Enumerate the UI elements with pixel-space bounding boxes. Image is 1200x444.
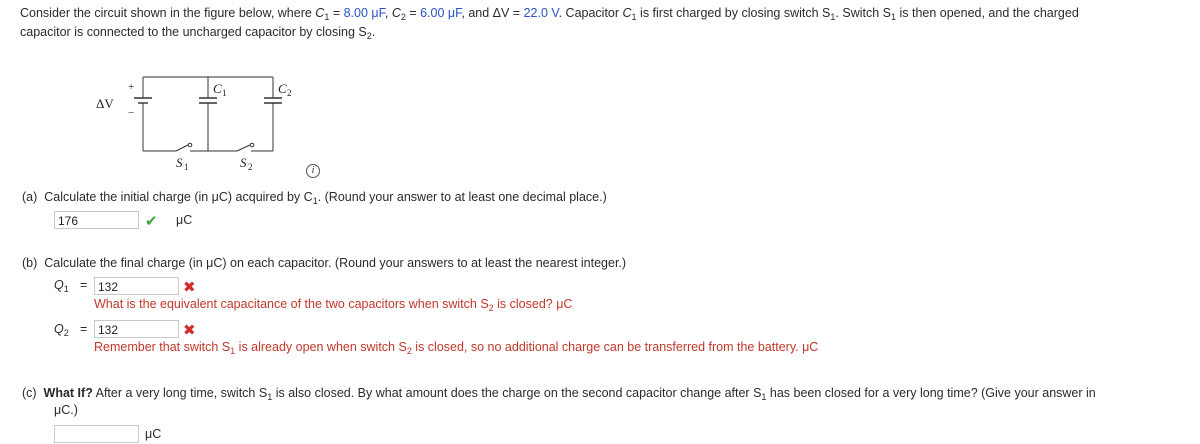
circuit-diagram	[80, 60, 330, 180]
c1-value: 8.00 μF	[343, 6, 385, 20]
part-c-question: (c) What If? After a very long time, switch $S_1$ is also closed. By what amount does the charge on the second capacitor change after $S_1$ has been closed for a very long time? (Give your answer in	[22, 386, 1096, 402]
c2-label-sub: 2	[287, 88, 292, 98]
q1-equals: =	[80, 278, 88, 292]
c2-label: C	[278, 81, 287, 96]
correct-check-icon: ✔	[145, 213, 158, 230]
q1-label: $Q_1$	[54, 278, 69, 294]
c1-label: C	[213, 81, 222, 96]
c2-value: 6.00 μF	[420, 6, 462, 20]
part-c-answer-input[interactable]	[54, 425, 139, 443]
part-b-question: (b) Calculate the final charge (in μC) on each capacitor. (Round your answers to at least the nearest integer.)	[22, 256, 627, 270]
part-a-question: (a) Calculate the initial charge (in μC) acquired by $C_1$. (Round your answer to at least one decimal place.)	[22, 190, 607, 206]
part-a-unit: μC	[176, 213, 193, 227]
dv-value: 22.0 V	[523, 6, 559, 20]
s2-label-sub: 2	[248, 162, 253, 172]
incorrect-x-icon: ✖	[183, 279, 196, 296]
delta-v-label: ΔV	[96, 96, 114, 111]
q2-label: $Q_2$	[54, 322, 69, 338]
q1-feedback: What is the equivalent capacitance of the two capacitors when switch $S_2$ is closed? μC	[94, 297, 573, 313]
q2-feedback: Remember that switch $S_1$ is already open when switch $S_2$ is closed, so no additional charge can be transferred from the battery. μC	[94, 340, 819, 356]
s2-label: S	[240, 155, 247, 170]
part-c-unit: μC	[145, 427, 162, 441]
info-icon[interactable]: i	[306, 164, 320, 178]
part-c-question-line2: μC.)	[54, 403, 78, 417]
problem-intro-line2: capacitor is connected to the uncharged capacitor by closing $S_2$.	[20, 25, 376, 41]
s1-label-sub: 1	[184, 162, 189, 172]
c1-label-sub: 1	[222, 88, 227, 98]
q1-answer-input[interactable]: 132	[94, 277, 179, 295]
s1-label: S	[176, 155, 183, 170]
q2-equals: =	[80, 322, 88, 336]
q2-answer-input[interactable]: 132	[94, 320, 179, 338]
incorrect-x-icon: ✖	[183, 322, 196, 339]
battery-minus-label: −	[128, 107, 135, 119]
part-a-answer-input[interactable]: 176	[54, 211, 139, 229]
battery-plus-label: +	[128, 81, 135, 93]
problem-intro-line1: Consider the circuit shown in the figure below, where $C_1 = 8.00$ μF, $C_2 = 6.00$ μF, and ΔV = 22.0 V. Capacitor $C_1$ is first charged by closing switch $S_1$. Switch $S_1$ is then opened, and the charged	[20, 6, 1079, 22]
